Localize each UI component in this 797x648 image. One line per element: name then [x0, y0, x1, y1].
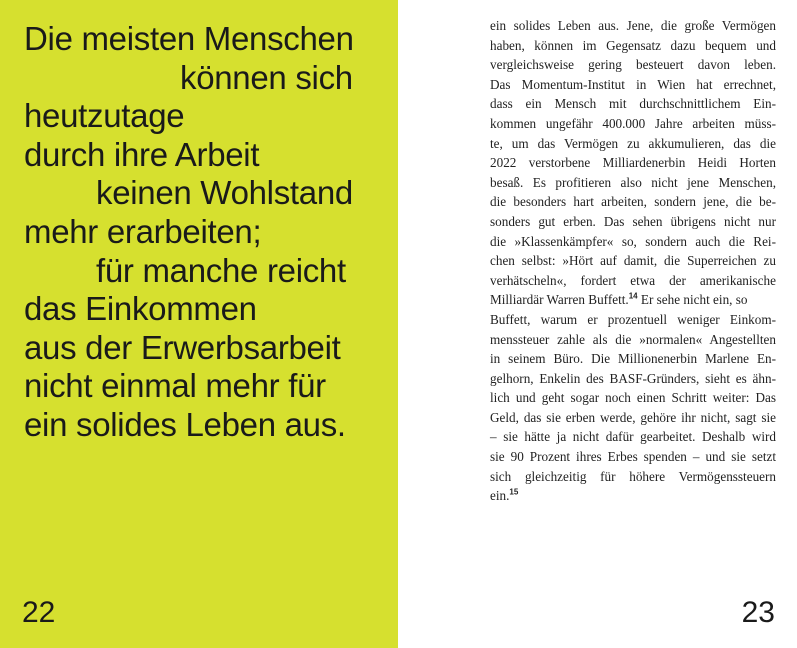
text-line: sich gleichzeitig für höhere Vermögenssteuern: [490, 468, 776, 484]
text-line: chen selbst: »Hört auf damit, die Superreichen zu: [490, 253, 776, 269]
footnote-marker[interactable]: 15: [509, 487, 519, 497]
page-number-right: 23: [741, 596, 775, 629]
quote-line: aus der Erwerbsarbeit: [24, 328, 341, 366]
text-line: in seinem Büro. Die Millionenerbin Marlene En-: [490, 351, 776, 367]
quote-line: Die meisten Menschen: [24, 20, 354, 57]
left-page: [0, 0, 398, 648]
text-line: vergleichsweise gering besteuert davon leben.: [490, 57, 776, 73]
text-segment: ein.: [490, 488, 510, 504]
text-segment: Er sehe nicht ein, so: [637, 292, 748, 308]
quote-line: das Einkommen: [24, 290, 257, 328]
quote-line: nicht einmal mehr für: [24, 367, 326, 405]
quote-line: ein solides Leben aus.: [24, 405, 346, 443]
quote-line: für manche reicht: [96, 251, 346, 289]
quote-line: keinen Wohlstand: [96, 174, 353, 212]
text-line: Geld, das sie erben werde, gehöre ihr nicht, sagt sie: [490, 409, 776, 425]
text-line: gelhorn, Enkelin des BASF-Gründers, sieht es ähn-: [490, 370, 776, 386]
text-line: verhätscheln«, fordert etwa der amerikanische: [490, 272, 776, 288]
page-number-left: 22: [22, 596, 56, 629]
text-line-with-footnote: [490, 290, 776, 310]
text-line: haben, können im Gegensatz dazu bequem und: [490, 37, 776, 53]
text-line: dass ein Mensch mit durchschnittlichem Ein-: [490, 96, 776, 112]
text-line: ein solides Leben aus. Jene, die große Vermögen: [490, 18, 776, 33]
right-page: [398, 0, 797, 648]
text-line: die »Klassenkämpfer« so, sondern auch die Rei-: [490, 233, 776, 249]
quote-line: mehr erarbeiten;: [24, 212, 262, 250]
text-line: besaß. Es profitieren also nicht jene Menschen,: [490, 174, 776, 190]
body-text: [490, 16, 776, 506]
text-line: te, um das Vermögen zu akkumulieren, das die: [490, 135, 776, 151]
footnote-marker[interactable]: 14: [628, 291, 638, 301]
text-line: Das Momentum-Institut in Wien hat errechnet,: [490, 76, 776, 92]
text-line: kommen ungefähr 400.000 Jahre arbeiten müss-: [490, 115, 776, 131]
text-line: menssteuer zahle als die »normalen« Angestellten: [490, 331, 776, 347]
text-segment: Milliardär Warren Buffett.: [490, 292, 629, 308]
text-line: 2022 verstorbene Milliardenerbin Heidi Horten: [490, 155, 776, 171]
text-line: – sie hätte ja nicht dafür gearbeitet. Deshalb wird: [490, 429, 776, 445]
text-line: sie 90 Prozent ihres Erbes spenden – und sie setzt: [490, 449, 776, 465]
text-line: lich und geht sogar noch einen Schritt weiter: Das: [490, 390, 776, 406]
text-line: Buffett, warum er prozentuell weniger Einkom-: [490, 311, 776, 327]
text-line-with-footnote: [490, 486, 776, 506]
pull-quote: [24, 20, 384, 445]
quote-line: durch ihre Arbeit: [24, 135, 260, 173]
quote-line: heutzutage: [24, 97, 185, 135]
quote-line: können sich: [180, 58, 353, 96]
text-line: sonders gut erben. Das sehen übrigens nicht nur: [490, 213, 776, 229]
text-line: die besonders hart arbeiten, sondern jene, die be-: [490, 194, 776, 210]
